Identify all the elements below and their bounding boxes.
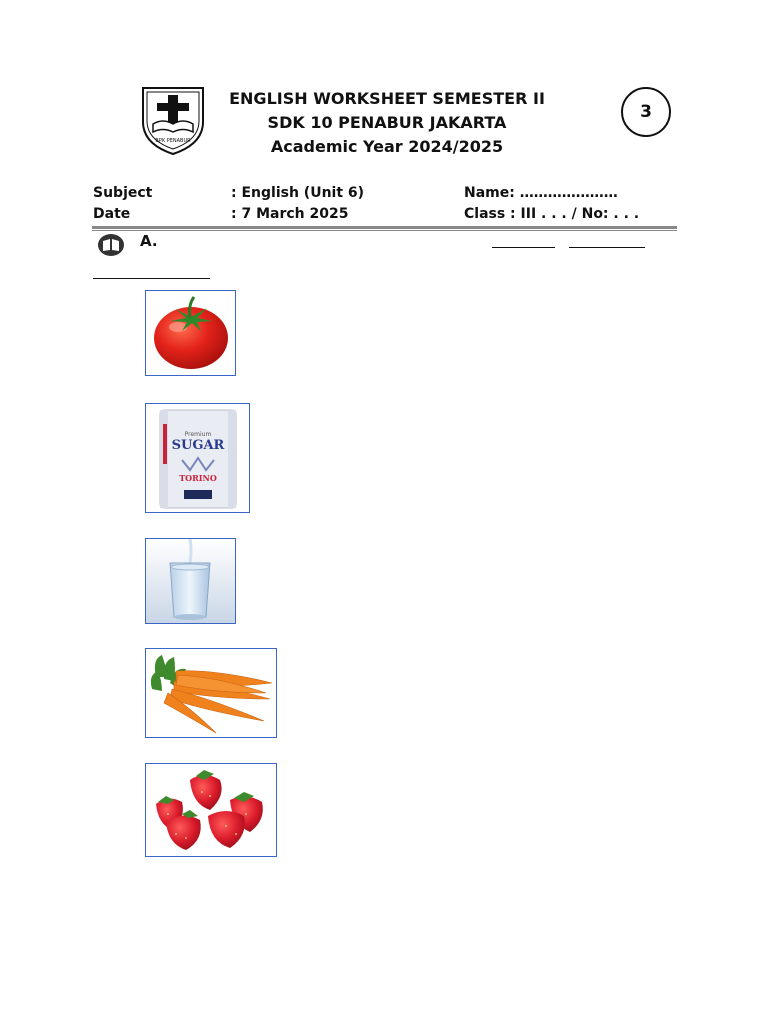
name-field: Name: ………………… (464, 185, 618, 201)
svg-text:Premium: Premium (184, 431, 212, 438)
water-glass-picture (145, 538, 236, 624)
subject-value: : English (Unit 6) (231, 185, 365, 201)
page-number-badge (621, 87, 671, 137)
header-divider-thin (92, 230, 677, 231)
book-icon (97, 233, 125, 257)
page-number: 3 (640, 102, 652, 122)
carrots-picture (145, 648, 277, 738)
subject-label: Subject (93, 185, 153, 201)
date-label: Date (93, 206, 131, 222)
svg-text:TORINO: TORINO (179, 473, 217, 483)
blank-line-1 (492, 247, 555, 248)
academic-year: Academic Year 2024/2025 (270, 137, 504, 156)
school-name: SDK 10 PENABUR JAKARTA (267, 113, 507, 132)
section-label: A. (140, 232, 158, 250)
svg-text:BPK PENABUR: BPK PENABUR (155, 138, 191, 144)
blank-line-2 (569, 247, 645, 248)
date-value: : 7 March 2025 (231, 206, 349, 222)
class-field: Class : III . . . / No: . . . (464, 206, 640, 222)
worksheet-title: ENGLISH WORKSHEET SEMESTER II (229, 89, 545, 108)
blank-line-3 (93, 278, 210, 279)
svg-text:SUGAR: SUGAR (171, 438, 225, 453)
sugar-picture (145, 403, 250, 513)
header-divider (92, 226, 677, 229)
strawberries-picture (145, 763, 277, 857)
tomato-picture (145, 290, 236, 376)
